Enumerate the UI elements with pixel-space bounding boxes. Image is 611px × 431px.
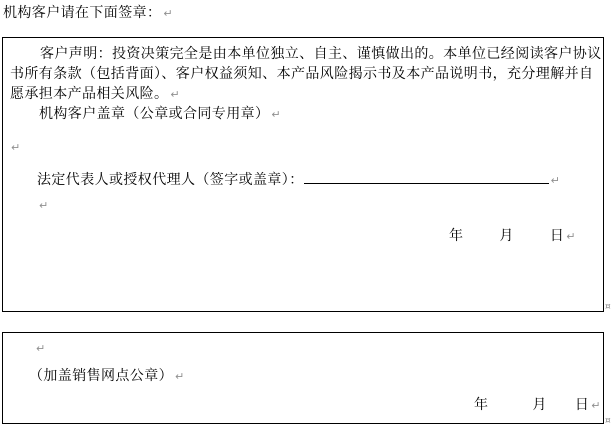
date-day-label: 日 bbox=[549, 228, 565, 244]
paragraph-mark-icon: ↵ bbox=[36, 342, 46, 355]
declaration-line-1 bbox=[40, 44, 602, 64]
outlet-seal-note-line bbox=[29, 366, 184, 386]
date-year-label: 年 bbox=[449, 228, 464, 244]
date-month-label: 月 bbox=[532, 397, 547, 413]
signature-blank-line[interactable] bbox=[304, 168, 549, 184]
heading-text: 机构客户请在下面签章： bbox=[3, 5, 162, 21]
declaration-text-2: 书所有条款（包括背面）、客户权益须知、本产品风险揭示书及本产品说明书，充分理解并自 bbox=[10, 66, 594, 82]
date-year-label: 年 bbox=[474, 397, 489, 413]
paragraph-mark-icon: ↵ bbox=[170, 88, 180, 101]
signature-row bbox=[37, 168, 560, 188]
paragraph-mark-icon: ↵ bbox=[271, 108, 281, 121]
sales-outlet-seal-box bbox=[2, 332, 604, 424]
date-day-label: 日 bbox=[574, 397, 590, 413]
table-row-end-mark-icon: ¤ bbox=[605, 416, 611, 426]
paragraph-mark-icon: ↵ bbox=[591, 399, 601, 412]
outlet-seal-note-text: （加盖销售网点公章） bbox=[29, 368, 173, 384]
page-heading bbox=[3, 3, 173, 23]
paragraph-mark-icon: ↵ bbox=[566, 230, 576, 243]
signature-label: 法定代表人或授权代理人（签字或盖章）： bbox=[37, 172, 304, 188]
declaration-text-3: 愿承担本产品相关风险。 bbox=[10, 86, 169, 102]
date-row bbox=[474, 395, 600, 415]
institution-signature-box bbox=[2, 37, 604, 312]
date-row bbox=[449, 226, 575, 246]
paragraph-mark-icon: ↵ bbox=[163, 7, 173, 20]
date-month-label: 月 bbox=[499, 228, 514, 244]
paragraph-mark-icon: ↵ bbox=[550, 174, 560, 187]
paragraph-mark-icon: ↵ bbox=[175, 370, 185, 383]
seal-instruction-line bbox=[39, 104, 281, 124]
seal-instruction-text: 机构客户盖章（公章或合同专用章） bbox=[39, 106, 270, 122]
declaration-line-2 bbox=[10, 64, 593, 84]
paragraph-mark-icon: ↵ bbox=[39, 199, 49, 212]
paragraph-mark-icon: ↵ bbox=[11, 141, 21, 154]
table-row-end-mark-icon: ¤ bbox=[605, 302, 611, 312]
declaration-text-1: 客户声明：投资决策完全是由本单位独立、自主、谨慎做出的。本单位已经阅读客户协议 bbox=[40, 46, 602, 62]
declaration-line-3 bbox=[10, 84, 180, 104]
